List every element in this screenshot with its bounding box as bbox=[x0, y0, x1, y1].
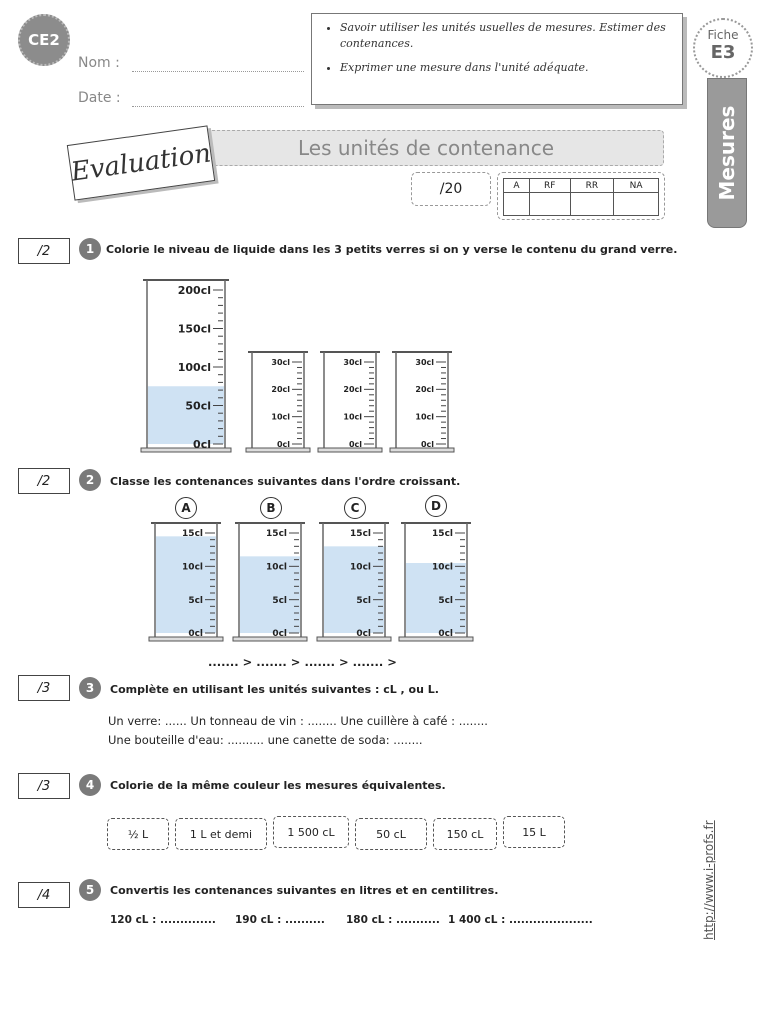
objective-item: • Exprimer une mesure dans l'unité adéquate. bbox=[340, 60, 672, 76]
q1-number: 1 bbox=[79, 238, 101, 260]
glass-letter-d: D bbox=[425, 495, 447, 517]
glass-scale-label: 15cl bbox=[182, 529, 203, 540]
glass-scale-label: 5cl bbox=[356, 595, 371, 606]
glass-scale-label: 10cl bbox=[182, 562, 203, 573]
glass-scale-label: 10cl bbox=[432, 562, 453, 573]
date-field[interactable] bbox=[132, 105, 304, 107]
glass-scale-label: 0cl bbox=[420, 439, 434, 449]
q3-number: 3 bbox=[79, 677, 101, 699]
glass-scale-label: 150cl bbox=[177, 322, 211, 336]
grade-cell[interactable] bbox=[570, 193, 614, 216]
q3-line-2[interactable]: Une bouteille d'eau: .......... une canette de soda: ........ bbox=[108, 733, 423, 747]
glass-scale-label: 30cl bbox=[271, 357, 290, 367]
evaluation-card: Evaluation bbox=[67, 125, 215, 200]
grade-header: NA bbox=[614, 179, 659, 193]
q5-score-box: /4 bbox=[18, 882, 70, 908]
subject-tab-label: Mesures bbox=[715, 105, 739, 201]
q3-instruction: Complète en utilisant les unités suivantes : cL , ou L. bbox=[110, 683, 439, 696]
nom-label: Nom : bbox=[78, 55, 120, 71]
grade-cell[interactable] bbox=[614, 193, 659, 216]
conversion-item[interactable]: 180 cL : ........... bbox=[346, 914, 440, 926]
nom-field[interactable] bbox=[132, 70, 304, 72]
grade-cell[interactable] bbox=[504, 193, 530, 216]
q2-score-box: /2 bbox=[18, 468, 70, 494]
glass-scale-label: 30cl bbox=[343, 357, 362, 367]
q1-glasses bbox=[130, 270, 460, 460]
q1-score-box: /2 bbox=[18, 238, 70, 264]
small-measuring-glass[interactable] bbox=[246, 352, 310, 452]
glass-scale-label: 5cl bbox=[188, 595, 203, 606]
glass-scale-label: 100cl bbox=[177, 360, 211, 374]
subject-tab bbox=[707, 78, 747, 228]
q2-number: 2 bbox=[79, 469, 101, 491]
q5-instruction: Convertis les contenances suivantes en litres et en centilitres. bbox=[110, 884, 499, 897]
grade-grid bbox=[497, 172, 665, 220]
conversion-item[interactable]: 120 cL : .............. bbox=[110, 914, 216, 926]
q4-score-box: /3 bbox=[18, 773, 70, 799]
glass-scale-label: 20cl bbox=[271, 385, 290, 395]
glass-scale-label: 30cl bbox=[415, 357, 434, 367]
q2-instruction: Classe les contenances suivantes dans l'ordre croissant. bbox=[110, 475, 461, 488]
fiche-word: Fiche bbox=[707, 28, 739, 42]
grade-header: RR bbox=[570, 179, 614, 193]
conversion-item[interactable]: 190 cL : .......... bbox=[235, 914, 325, 926]
glass-scale-label: 50cl bbox=[185, 399, 211, 413]
glass-scale-label: 5cl bbox=[272, 595, 287, 606]
page-title: Les unités de contenance bbox=[188, 130, 664, 166]
date-label: Date : bbox=[78, 90, 121, 106]
measuring-glass-b bbox=[233, 523, 307, 641]
glass-scale-label: 0cl bbox=[438, 629, 453, 640]
site-link[interactable]: http://www.i-profs.fr bbox=[702, 820, 716, 940]
glass-scale-label: 20cl bbox=[343, 385, 362, 395]
grade-header: A bbox=[504, 179, 530, 193]
glass-letter-b: B bbox=[260, 497, 282, 519]
level-badge: CE2 bbox=[18, 14, 70, 66]
glass-scale-label: 0cl bbox=[272, 629, 287, 640]
fiche-code: E3 bbox=[710, 42, 736, 63]
glass-scale-label: 200cl bbox=[177, 283, 211, 297]
glass-letter-a: A bbox=[175, 497, 197, 519]
small-measuring-glass[interactable] bbox=[390, 352, 454, 452]
measuring-glass-a bbox=[149, 523, 223, 641]
glass-scale-label: 0cl bbox=[276, 439, 290, 449]
measuring-glass-d bbox=[399, 523, 473, 641]
glass-scale-label: 20cl bbox=[415, 385, 434, 395]
glass-scale-label: 10cl bbox=[415, 412, 434, 422]
glass-scale-label: 0cl bbox=[188, 629, 203, 640]
objectives-box bbox=[311, 13, 683, 105]
measure-box[interactable]: 1 500 cL bbox=[273, 816, 349, 848]
measure-box[interactable]: 1 L et demi bbox=[175, 818, 267, 850]
glass-scale-label: 5cl bbox=[438, 595, 453, 606]
glass-scale-label: 15cl bbox=[432, 529, 453, 540]
objective-item: • Savoir utiliser les unités usuelles de mesures. Estimer des contenances. bbox=[340, 20, 672, 52]
q5-number: 5 bbox=[79, 879, 101, 901]
measure-box[interactable]: 50 cL bbox=[355, 818, 427, 850]
glass-scale-label: 10cl bbox=[266, 562, 287, 573]
q4-number: 4 bbox=[79, 774, 101, 796]
measure-box[interactable]: 150 cL bbox=[433, 818, 497, 850]
glass-scale-label: 0cl bbox=[348, 439, 362, 449]
q4-instruction: Colorie de la même couleur les mesures équivalentes. bbox=[110, 779, 446, 792]
total-score-box: /20 bbox=[411, 172, 491, 206]
grade-header: RF bbox=[529, 179, 570, 193]
q3-line-1[interactable]: Un verre: ...... Un tonneau de vin : ........ Une cuillère à café : ........ bbox=[108, 714, 488, 728]
q1-instruction: Colorie le niveau de liquide dans les 3 petits verres si on y verse le contenu du grand verre. bbox=[106, 243, 678, 256]
q2-glasses bbox=[145, 518, 485, 648]
q2-order-line[interactable]: ....... > ....... > ....... > ....... > bbox=[208, 655, 397, 669]
fiche-badge bbox=[693, 18, 753, 78]
measuring-glass-c bbox=[317, 523, 391, 641]
glass-scale-label: 0cl bbox=[193, 437, 211, 451]
measure-box[interactable]: ½ L bbox=[107, 818, 169, 850]
glass-scale-label: 10cl bbox=[343, 412, 362, 422]
glass-scale-label: 15cl bbox=[266, 529, 287, 540]
glass-letter-c: C bbox=[344, 497, 366, 519]
measure-box[interactable]: 15 L bbox=[503, 816, 565, 848]
small-measuring-glass[interactable] bbox=[318, 352, 382, 452]
glass-scale-label: 15cl bbox=[350, 529, 371, 540]
grade-cell[interactable] bbox=[529, 193, 570, 216]
big-measuring-glass[interactable] bbox=[141, 280, 231, 452]
glass-scale-label: 0cl bbox=[356, 629, 371, 640]
glass-scale-label: 10cl bbox=[271, 412, 290, 422]
glass-scale-label: 10cl bbox=[350, 562, 371, 573]
q3-score-box: /3 bbox=[18, 675, 70, 701]
conversion-item[interactable]: 1 400 cL : ..................... bbox=[448, 914, 593, 926]
